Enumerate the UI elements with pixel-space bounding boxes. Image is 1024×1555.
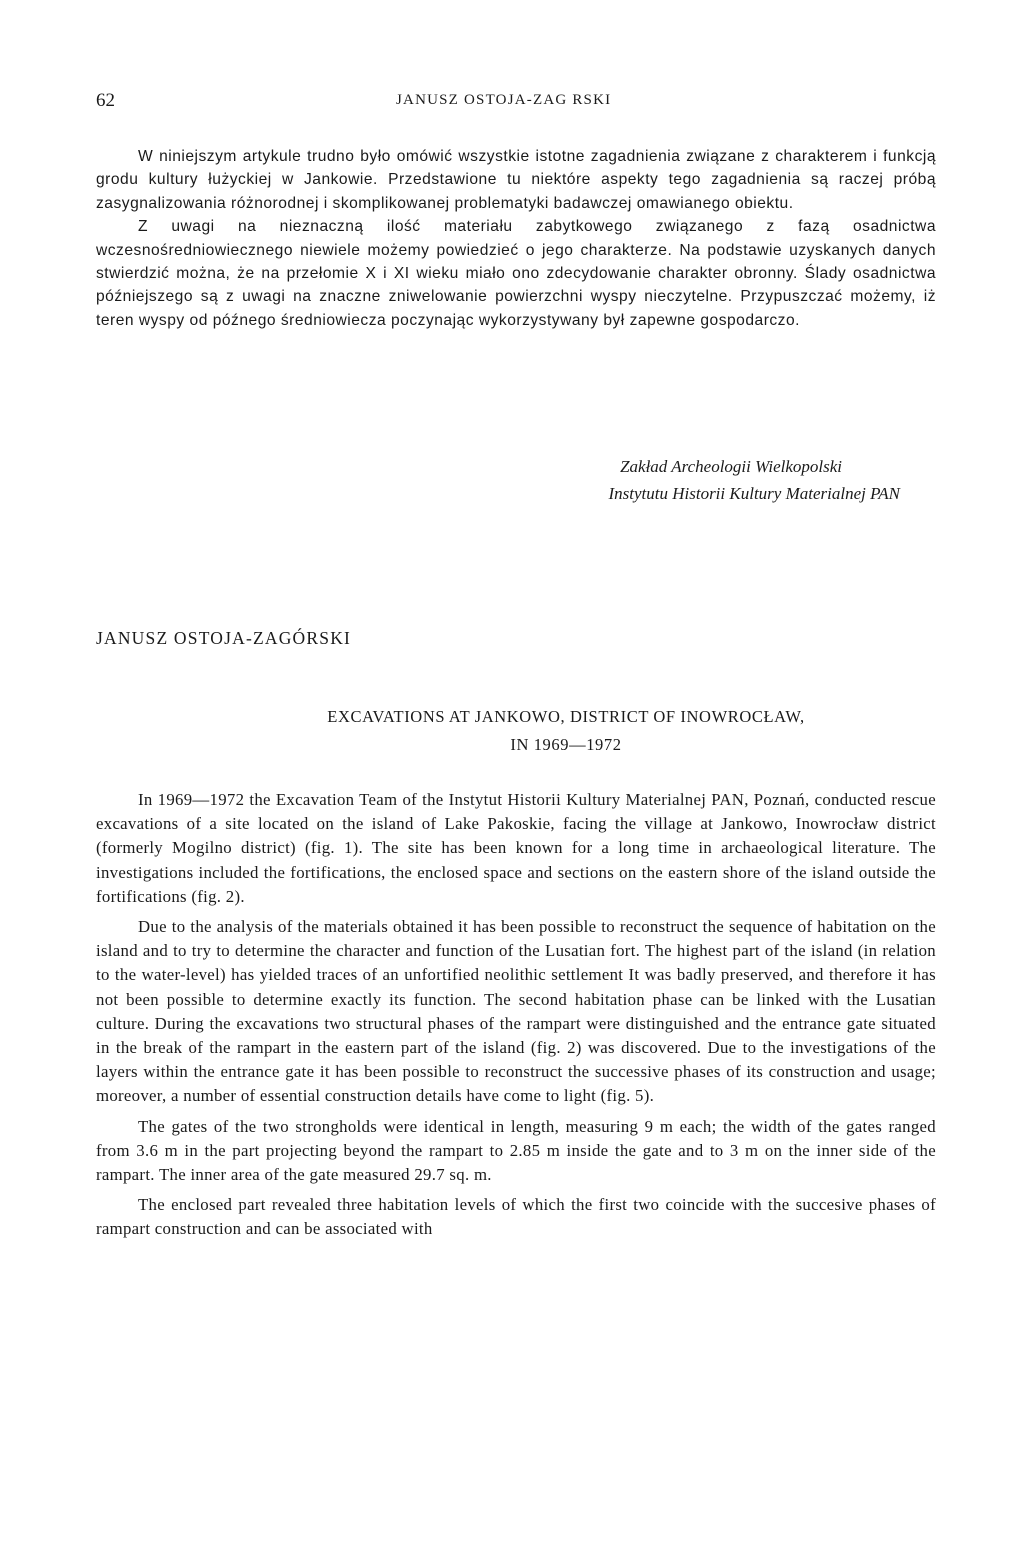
affiliation-line: Zakład Archeologii Wielkopolski: [620, 457, 842, 476]
paragraph: The enclosed part revealed three habitation levels of which the first two coincide with the succesive phases of rampart construction and can be associated with: [96, 1195, 936, 1239]
page-header: [96, 90, 936, 120]
paragraph: In 1969—1972 the Excavation Team of the Instytut Historii Kultury Materialnej PAN, Poznań, conducted rescue excavations of a site located on the island of Lake Pakoskie, facing the village at Jankowo, Inowrocław district (formerly Mogilno district) (fig. 1). The site has been known for a long time in archaeological literature. The investigations included the fortifications, the enclosed space and sections on the eastern shore of the island outside the fortifications (fig. 2).: [96, 790, 936, 906]
summary-author: JANUSZ OSTOJA-ZAGÓRSKI: [96, 628, 352, 648]
title-line: IN 1969—1972: [510, 735, 622, 754]
title-line: EXCAVATIONS AT JANKOWO, DISTRICT OF INOWROCŁAW,: [327, 707, 805, 726]
english-summary: [96, 788, 936, 1242]
affiliation: [96, 453, 936, 507]
summary-title: [96, 703, 936, 759]
affiliation-line: Instytutu Historii Kultury Materialnej PAN: [608, 484, 900, 503]
polish-conclusion: [96, 145, 936, 332]
paragraph: W niniejszym artykule trudno było omówić wszystkie istotne zagadnienia związane z charakterem i funkcją grodu kultury łużyckiej w Jankowie. Przedstawione tu niektóre aspekty tego zagadnienia są raczej próbą zasygnalizowania różnorodnej i skomplikowanej problematyki badawczej omawianego obiektu.: [96, 148, 936, 212]
paragraph: The gates of the two strongholds were identical in length, measuring 9 m each; the width of the gates ranged from 3.6 m in the part projecting beyond the rampart to 2.85 m inside the gate and to 3 m on the inner side of the rampart. The inner area of the gate measured 29.7 sq. m.: [96, 1116, 936, 1185]
running-head: JANUSZ OSTOJA-ZAG RSKI: [396, 92, 612, 108]
paragraph: Z uwagi na nieznaczną ilość materiału zabytkowego związanego z fazą osadnictwa wczesnośredniowiecznego niewiele możemy powiedzieć o jego charakterze. Na podstawie uzyskanych danych stwierdzić można, że na przełomie X i XI wieku miało ono zdecydowanie charakter obronny. Ślady osadnictwa późniejszego są z uwagi na znaczne zniwelowanie powierzchni wyspy nieczytelne. Przypuszczać możemy, iż teren wyspy od późnego średniowiecza poczynając wykorzystywany był zapewne gospodarczo.: [96, 218, 936, 329]
paragraph: Due to the analysis of the materials obtained it has been possible to reconstruct the sequence of habitation on the island and to try to determine the character and function of the Lusatian fort. The highest part of the island (in relation to the water-level) has yielded traces of an unfortified neolithic settlement It was badly preserved, and therefore it has not been possible to determine exactly its function. The second habitation phase can be linked with the Lusatian culture. During the excavations two structural phases of the rampart were distinguished and the entrance gate situated in the break of the rampart in the eastern part of the island (fig. 2) was discovered. Due to the investigations of the layers within the entrance gate it has been possible to reconstruct the successive phases of its construction and usage; moreover, a number of essential construction details have come to light (fig. 5).: [96, 917, 936, 1106]
page-number: 62: [96, 90, 115, 111]
